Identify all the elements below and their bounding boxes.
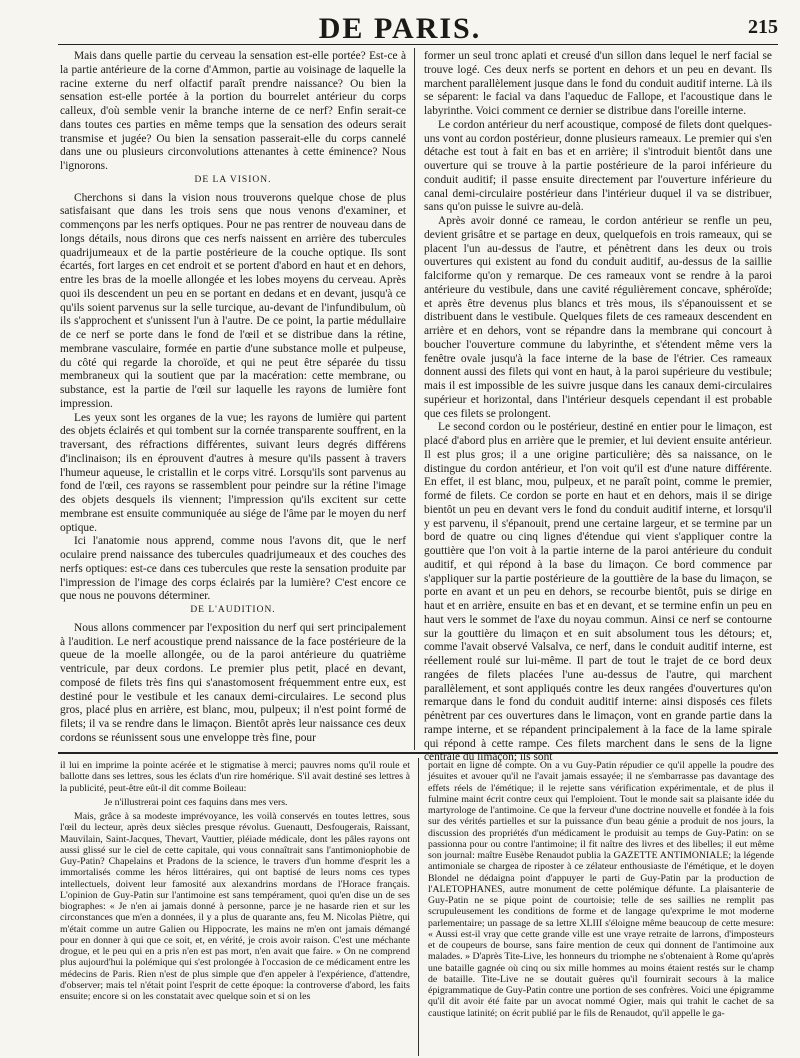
section-heading-vision: DE LA VISION. <box>194 174 272 185</box>
paragraph: Le second cordon ou le postérieur, destiné en entier pour le limaçon, est placé d'abord plus en arrière que le premier, et lui devient ensuite antérieur. Il est plus gros; il a une origine particulière; dès sa naissance, on le distingue du cordon antérieur, et l'on voit qu'il est d'une nature différente. En effet, il est blanc, mou, pulpeux, et ne paraît point, comme le premier, formé de filets. Ce cordon se porte en haut et en dehors, mais il se dirige bientôt un peu en devant vers le fond du conduit auditif interne, et lorsqu'il y est parvenu, il s'épanouit, prend une certaine largeur, et se termine par un bord de quatre ou cinq lignes d'étendue qui vient s'appliquer contre la gouttière que l'on voit à la partie interne de la paroi antérieure du conduit auditif, et qui répond à la base du limaçon. Ce bord commence par s'appliquer sur la partie postérieure de la gouttière de la base du limaçon, se porte en avant et un peu en dehors, se recourbe bientôt, puis se dirige en haut et en arrière, ensuite en bas et en devant, et se termine enfin un peu en haut vers le sommet de l'axe du noyau commun. Ainsi ce nerf se contourne sur la gouttière du limaçon et en suit absolument tous les détours; et, comme l'avait observé Valsalva, ce nerf, dans le conduit auditif interne, est réellement roulé sur lui-même. Il part de tout le trajet de ce bord deux rangées de filets placées l'une au-dessus de l'autre, qui marchent parallèlement, et sont appliqués contre les deux rangées d'ouvertures qu'on remarque dans le fond du conduit auditif interne: ainsi disposés ces filets pénètrent par ces ouvertures dans le limaçon, vont en grande partie dans la rampe interne, et se répandent principalement à la face de la lame spirale qui répond à cette rampe. Ces filets marchent dans le sens de la ligne centrale du limaçon; ils sont <box>424 421 772 764</box>
paragraph: Ici l'anatomie nous apprend, comme nous l'avons dit, que le nerf oculaire prend naissance des tubercules quadrijumeaux et des couches des nerfs optiques: est-ce dans ces tubercules que reste la sensation produite par l'impression de l'image des corps éclairés par la lumière? C'est encore ce que nous ne pouvons déterminer. <box>60 535 406 603</box>
paragraph: Mais dans quelle partie du cerveau la sensation est-elle portée? Est-ce à la partie antérieure de la corne d'Ammon, partie au voisinage de laquelle la racine externe du nerf olfactif paraît prendre naissance? Ou bien la sensation est-elle portée à la portion du bourrelet antérieur du corps calleux, d'où semble venir la branche interne de ce nerf? Enfin serait-ce dans toutes ces parties en même temps que la sensation des odeurs serait transmise et jugée? Ou bien la sensation passerait-elle du corps cannelé dans une ou plusieurs circonvolutions attenantes à cette éminence? Nous l'ignorons. <box>60 50 406 172</box>
section-heading-audition: DE L'AUDITION. <box>190 605 276 615</box>
lower-left-column <box>60 760 410 1056</box>
page-number: 215 <box>748 16 778 38</box>
column-divider <box>418 758 419 1056</box>
paragraph: portait en ligne de compte. On a vu Guy-Patin répudier ce qu'il appelle la poudre des jésuites et avouer qu'il ne l'avait jamais essayée; il ne s'embarrasse pas davantage des effets réels de l'émétique; il le rejette sans vérification expérimentale, et de plus il fulmine maint écrit contre ceux qui l'emploient. Tout le monde sait sa plaisante idée du martyrologe de l'antimoine. Ce que la ferveur d'une doctrine nouvelle et fondée à la fois sur des vérités partielles et sur la puissance d'un beau génie a produit de nos jours, la discussion des propriétés d'un médicament le produisit au temps de Guy-Patin: on se passionna pour ou contre l'antimoine; il fit naître des livres et des libelles; il eut même son journal: maître Eusèbe Renaudot publia la GAZETTE ANTIMONIALE; la légende antimoniale se chargea de riposter à ce zélateur enthousiaste de l'émétique, et le doyen Blondel ne dédaigna point d'appuyer le parti de Guy-Patin par la production de l'ALETOPHANES, autre monument de cette polémique défunte. La plaisanterie de Guy-Patin ne se pique point de courtoisie; telle de ses saillies ne remplit pas scrupuleusement les conditions de forme et de langage qu'exprime le mot moderne parlementaire; un passage de sa lettre XLIII s'éloigne même beaucoup de cette mesure: « Aussi est-il vray que cette grande ville est une vraye retraite de larrons, d'imposteurs et de coupeurs de bourse, sans faire mention de ceux qui donnent de l'antimoine aux malades. » D'après Tite-Live, les honneurs du triomphe ne s'obtenaient à Rome qu'après une bataille gagnée où cinq ou six mille hommes au moins étaient restés sur le champ de bataille. Tite-Live ne se doutait guères qu'il fournirait secours à la malice épigrammatique de Guy-Patin contre une portion de ses confrères. Voici une épigramme qu'il dit avoir été faite par un avocat nommé Ogier, mais qui trahit le cachet de sa caustique latinité; on écrit publié par le fils de Renaudot, qu'il appelle le ga- <box>428 760 774 1019</box>
paragraph: Nous allons commencer par l'exposition du nerf qui sert principalement à l'audition. Le nerf acoustique prend naissance de la face postérieure de la queue de la moelle allongée, ou de la paroi antérieure du quatrième ventricule, par deux cordons. Le premier plus petit, placé en devant, composé de filets très fins qui s'anastomosent fréquemment entre eux, est destiné pour le vestibule et les canaux demi-circulaires. Le second plus gros, placé plus en arrière, est blanc, mou, pulpeux; il n'est point formé de filets; il va se rendre dans le limaçon. Bientôt après leur naissance ces deux cordons se réunissent sous une enveloppe très fine, pour <box>60 621 406 744</box>
column-divider <box>414 48 415 750</box>
paragraph: Cherchons si dans la vision nous trouverons quelque chose de plus satisfaisant que dans les trois sens que nous venons d'examiner, et commençons par les nerfs optiques. Pour ne pas rentrer de nouveau dans de longs détails, nous dirons que ces nerfs naissent en arrière des tubercules quadrijumeaux et de la partie postérieure de la couche optique. Ils sont écartés, fort larges en cet endroit et se portent d'abord en haut et en dehors, entre les bras de la moelle allongée et les lobes moyens du cerveau. Après quoi ils descendent un peu en se portant en dedans et en devant, jusqu'à ce qu'ils soient parvenus sur la selle turcique, au-devant de l'infundibulum, où ils s'approchent et s'unissent l'un à l'autre. De ce point, la partie médullaire de ce nerf se porte dans le fond de l'œil et se distribue dans la rétine, membrane vasculaire, formée en partie d'une substance molle et pulpeuse, du côté qui regarde la choroïde, et qui ne peut être séparée du tissu membraneux qui la soutient que par la macération: cette membrane, ou substance, est la partie de l'œil sur laquelle les rayons de lumière font impression. <box>60 191 406 410</box>
upper-left-column <box>60 50 406 750</box>
header-rule <box>58 44 778 45</box>
verse-quote: Je n'illustrerai point ces faquins dans mes vers. <box>104 796 288 808</box>
paragraph: Après avoir donné ce rameau, le cordon antérieur se renfle un peu, devient grisâtre et se partage en deux, quelquefois en trois rameaux, qui se placent l'un au-dessus de l'autre, et pénètrent dans les deux ou trois ouvertures qui existent au fond du conduit auditif, au-dessus de la saillie falciforme qu'on y remarque. De ces rameaux vont se rendre à la paroi antérieure du vestibule, dans une cavité régulièrement concave, sphéroïde; et après être devenus plus blancs et très mous, ils s'épanouissent et se distribuent dans le vestibule. Quelques filets de ces rameaux descendent en arrière et en dehors, vont se répandre dans la membrane qui concourt à boucher l'ouverture commune du labyrinthe, et s'étendent même vers la fenêtre ovale jusqu'à la face interne de la base de l'étrier. Ces rameaux donnent aussi des filets qui vont en haut, à la paroi supérieure du vestibule; mais il est impossible de les suivre jusque dans les canaux demi-circulaires supérieur et horizontal, dans l'intérieur desquels cependant il est probable que ces filets se prolongent. <box>424 215 772 420</box>
upper-right-column <box>424 50 772 764</box>
feuilleton-rule <box>58 752 778 754</box>
page-title: DE PARIS. <box>318 12 482 45</box>
paragraph: Le cordon antérieur du nerf acoustique, composé de filets dont quelques-uns vont au cordon postérieur, donne plusieurs rameaux. Le premier qui s'en détache est tout à fait en bas et en arrière; il s'introduit bientôt dans une ouverture qui se trouve à la partie postérieure de la paroi inférieure du conduit auditif; il passe ensuite directement par l'ouverture inférieure du canal demi-circulaire postérieur dans l'intérieur duquel il va se distribuer, sans qu'on puisse le suivre au-delà. <box>424 118 772 214</box>
paragraph: il lui en imprime la pointe acérée et le stigmatise à merci; pauvres noms qu'il roule et ballotte dans ses lettres, sous les éclats d'un rire homérique. S'il avait destiné ses lettres à la publicité, peut-être eût-il dit comme Boileau: <box>60 760 410 794</box>
paragraph: Les yeux sont les organes de la vue; les rayons de lumière qui partent des objets éclairés et qui tombent sur la cornée transparente souffrent, en la traversant, des réfractions différentes, suivant leurs degrés différens d'inclinaison; ils en éprouvent d'autres à mesure qu'ils passent à travers l'humeur aqueuse, le cristallin et le corps vitré. Lorsqu'ils sont parvenus au fond de l'œil, ces rayons se rassemblent pour peindre sur la rétine l'image des objets desquels ils viennent; l'impression qu'ils excitent sur cette membrane est ensuite communiquée au siége de l'âme par le moyen du nerf optique. <box>60 411 406 534</box>
paragraph: Mais, grâce à sa modeste imprévoyance, les voilà conservés en toutes lettres, sous l'œil du lecteur, après deux siècles presque révolus. Guenautt, Desfougerais, Raissant, Mauvilain, Saint-Jacques, Thevart, Vauttier, pléiade médicale, dont les pâles rayons ont aussi glissé sur le ciel de cette capitale, qui vous connaîtrait sans l'antimoniophobie de Guy-Patin? Chapelains et Pradons de la science, le travers d'un homme d'esprit les a immortalisés comme les héros littéraires, qui ont baptisé de leurs noms ces types intellectuels, doivent leur famosité aux alexandrins mordans de l'Horace français. L'opinion de Guy-Patin sur l'antimoine est sans tempérament, quoi qu'en dise un de ses biographes: « Je n'en ai jamais donné à personne, parce je ne hasarde rien et sur les circonstances que m'en a données, il y a plus de quarante ans, feu M. Nicolas Piètre, qui m'était comme un autre Galien ou Hippocrate, les mains ne m'en ont jamais démangé pour en donner à qui que ce soit, et, en vérité, je crois avoir raison. C'est une méchante drogue, et le peu qui en a pris n'en est pas mort, n'en avait que faire. » On ne comprend plus aujourd'hui la polémique qui s'est prolongée à l'occasion de ce médicament entre les médecins de Paris. Rien n'est de plus simple que d'en appeler à l'expérience, d'attendre, d'observer; mais tel n'était point l'esprit de cette époque: la controverse d'abord, les faits ensuite; encore si on les constatait avec quelque soin et si on les <box>60 811 410 1002</box>
lower-right-column <box>428 760 774 1056</box>
paragraph: former un seul tronc aplati et creusé d'un sillon dans lequel le nerf facial se trouve logé. Ces deux nerfs se portent en dehors et un peu en devant. Ils marchent parallèlement jusque dans le fond du conduit auditif interne. Là ils se séparent: le facial va dans l'aqueduc de Fallope, et l'acoustique dans le labyrinthe. Voici comment ce dernier se distribue dans l'oreille interne. <box>424 50 772 117</box>
page-header <box>0 0 800 44</box>
